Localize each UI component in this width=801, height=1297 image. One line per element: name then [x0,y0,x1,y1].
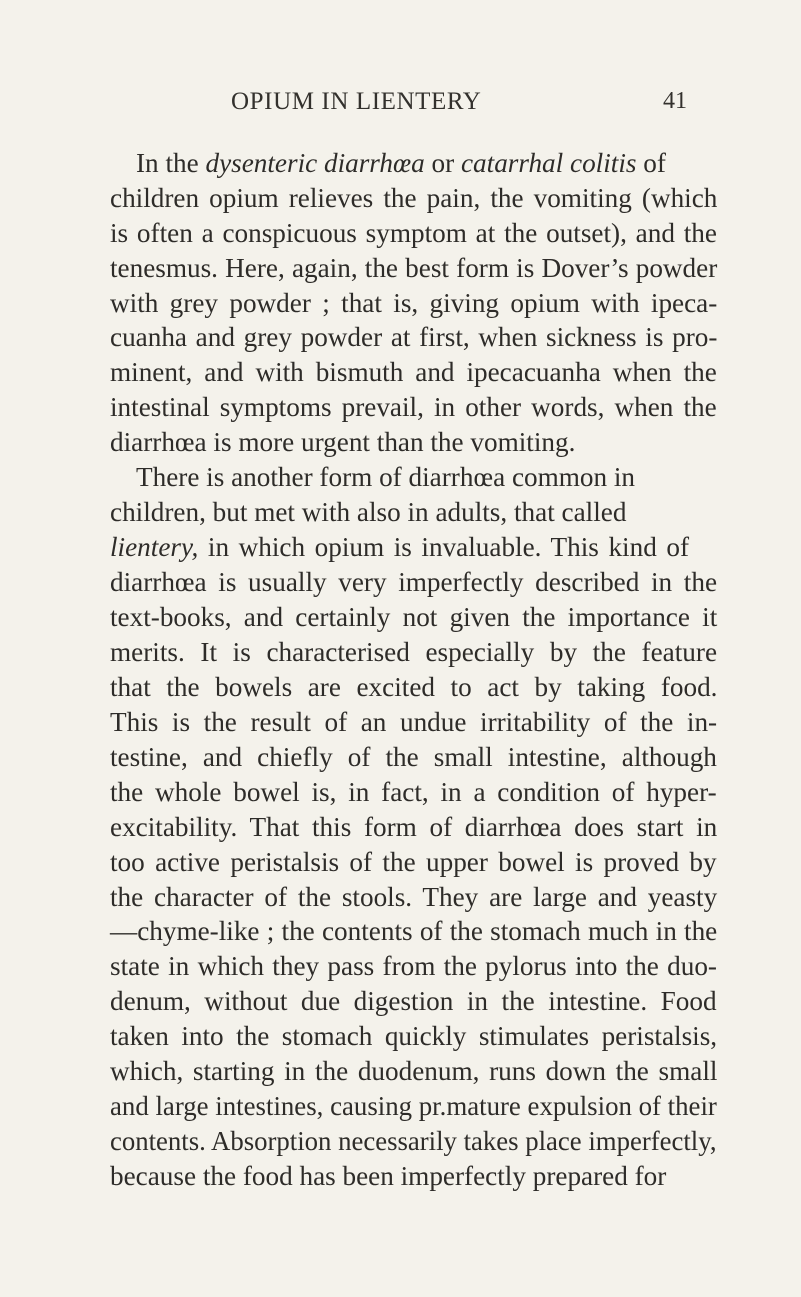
text-line: intestinal symptoms prevail, in other words, when the [110,392,717,422]
text-line: There is another form of diarrhœa common in [136,462,636,492]
text-line: lientery, in which opium is invaluable. This kind of [110,532,690,562]
text-line: tenesmus. Here, again, the best form is Dover’s powder [110,253,718,283]
text-line: children, but met with also in adults, that called [110,497,627,527]
text-line: state in which they pass from the pylorus into the duo- [110,951,717,981]
italic-term: catarrhal colitis [460,148,637,178]
text-line: This is the result of an undue irritability of the in- [110,707,718,737]
text-line: the whole bowel is, in fact, in a condition of hyper- [110,777,717,807]
text-line: cuanha and grey powder at first, when sickness is pro- [110,322,718,352]
text-line: denum, without due digestion in the intestine. Food [110,986,717,1016]
page-header [231,88,687,124]
text-line: which, starting in the duodenum, runs down the small [110,1056,718,1086]
text-line: merits. It is characterised especially by the feature [110,637,718,667]
page-number: 41 [663,88,687,114]
text-line: is often a conspicuous symptom at the outset), and the [110,218,717,248]
text-line: and large intestines, causing pr.mature expulsion of their [110,1091,717,1121]
text-line: diarrhœa is more urgent than the vomiting. [110,427,576,457]
running-head: OPIUM IN LIENTERY [231,88,482,115]
text-line: excitability. That this form of diarrhœa does start in [110,812,718,842]
italic-term: dysenteric diarrhœa [205,148,425,178]
text-line: testine, and chiefly of the small intestine, although [110,742,717,772]
text-line: because the food has been imperfectly prepared for [110,1161,667,1191]
text-line: taken into the stomach quickly stimulates peristalsis, [110,1021,718,1051]
text-line: contents. Absorption necessarily takes place imperfectly, [110,1126,717,1156]
text-line: that the bowels are excited to act by taking food. [110,672,718,702]
text-line: with grey powder ; that is, giving opium with ipeca- [110,288,718,318]
text-line: —chyme-like ; the contents of the stomach much in the [110,916,718,946]
text-line: diarrhœa is usually very imperfectly described in the [110,567,718,597]
text-line: text-books, and certainly not given the importance it [110,602,718,632]
text-line: In the dysenteric diarrhœa or catarrhal colitis of [136,148,666,178]
italic-term: lientery, [110,532,199,562]
text-line: minent, and with bismuth and ipecacuanha when the [110,357,717,387]
text-line: too active peristalsis of the upper bowel is proved by [110,847,717,877]
text-line: the character of the stools. They are large and yeasty [110,882,718,912]
text-line: children opium relieves the pain, the vomiting (which [110,183,718,213]
